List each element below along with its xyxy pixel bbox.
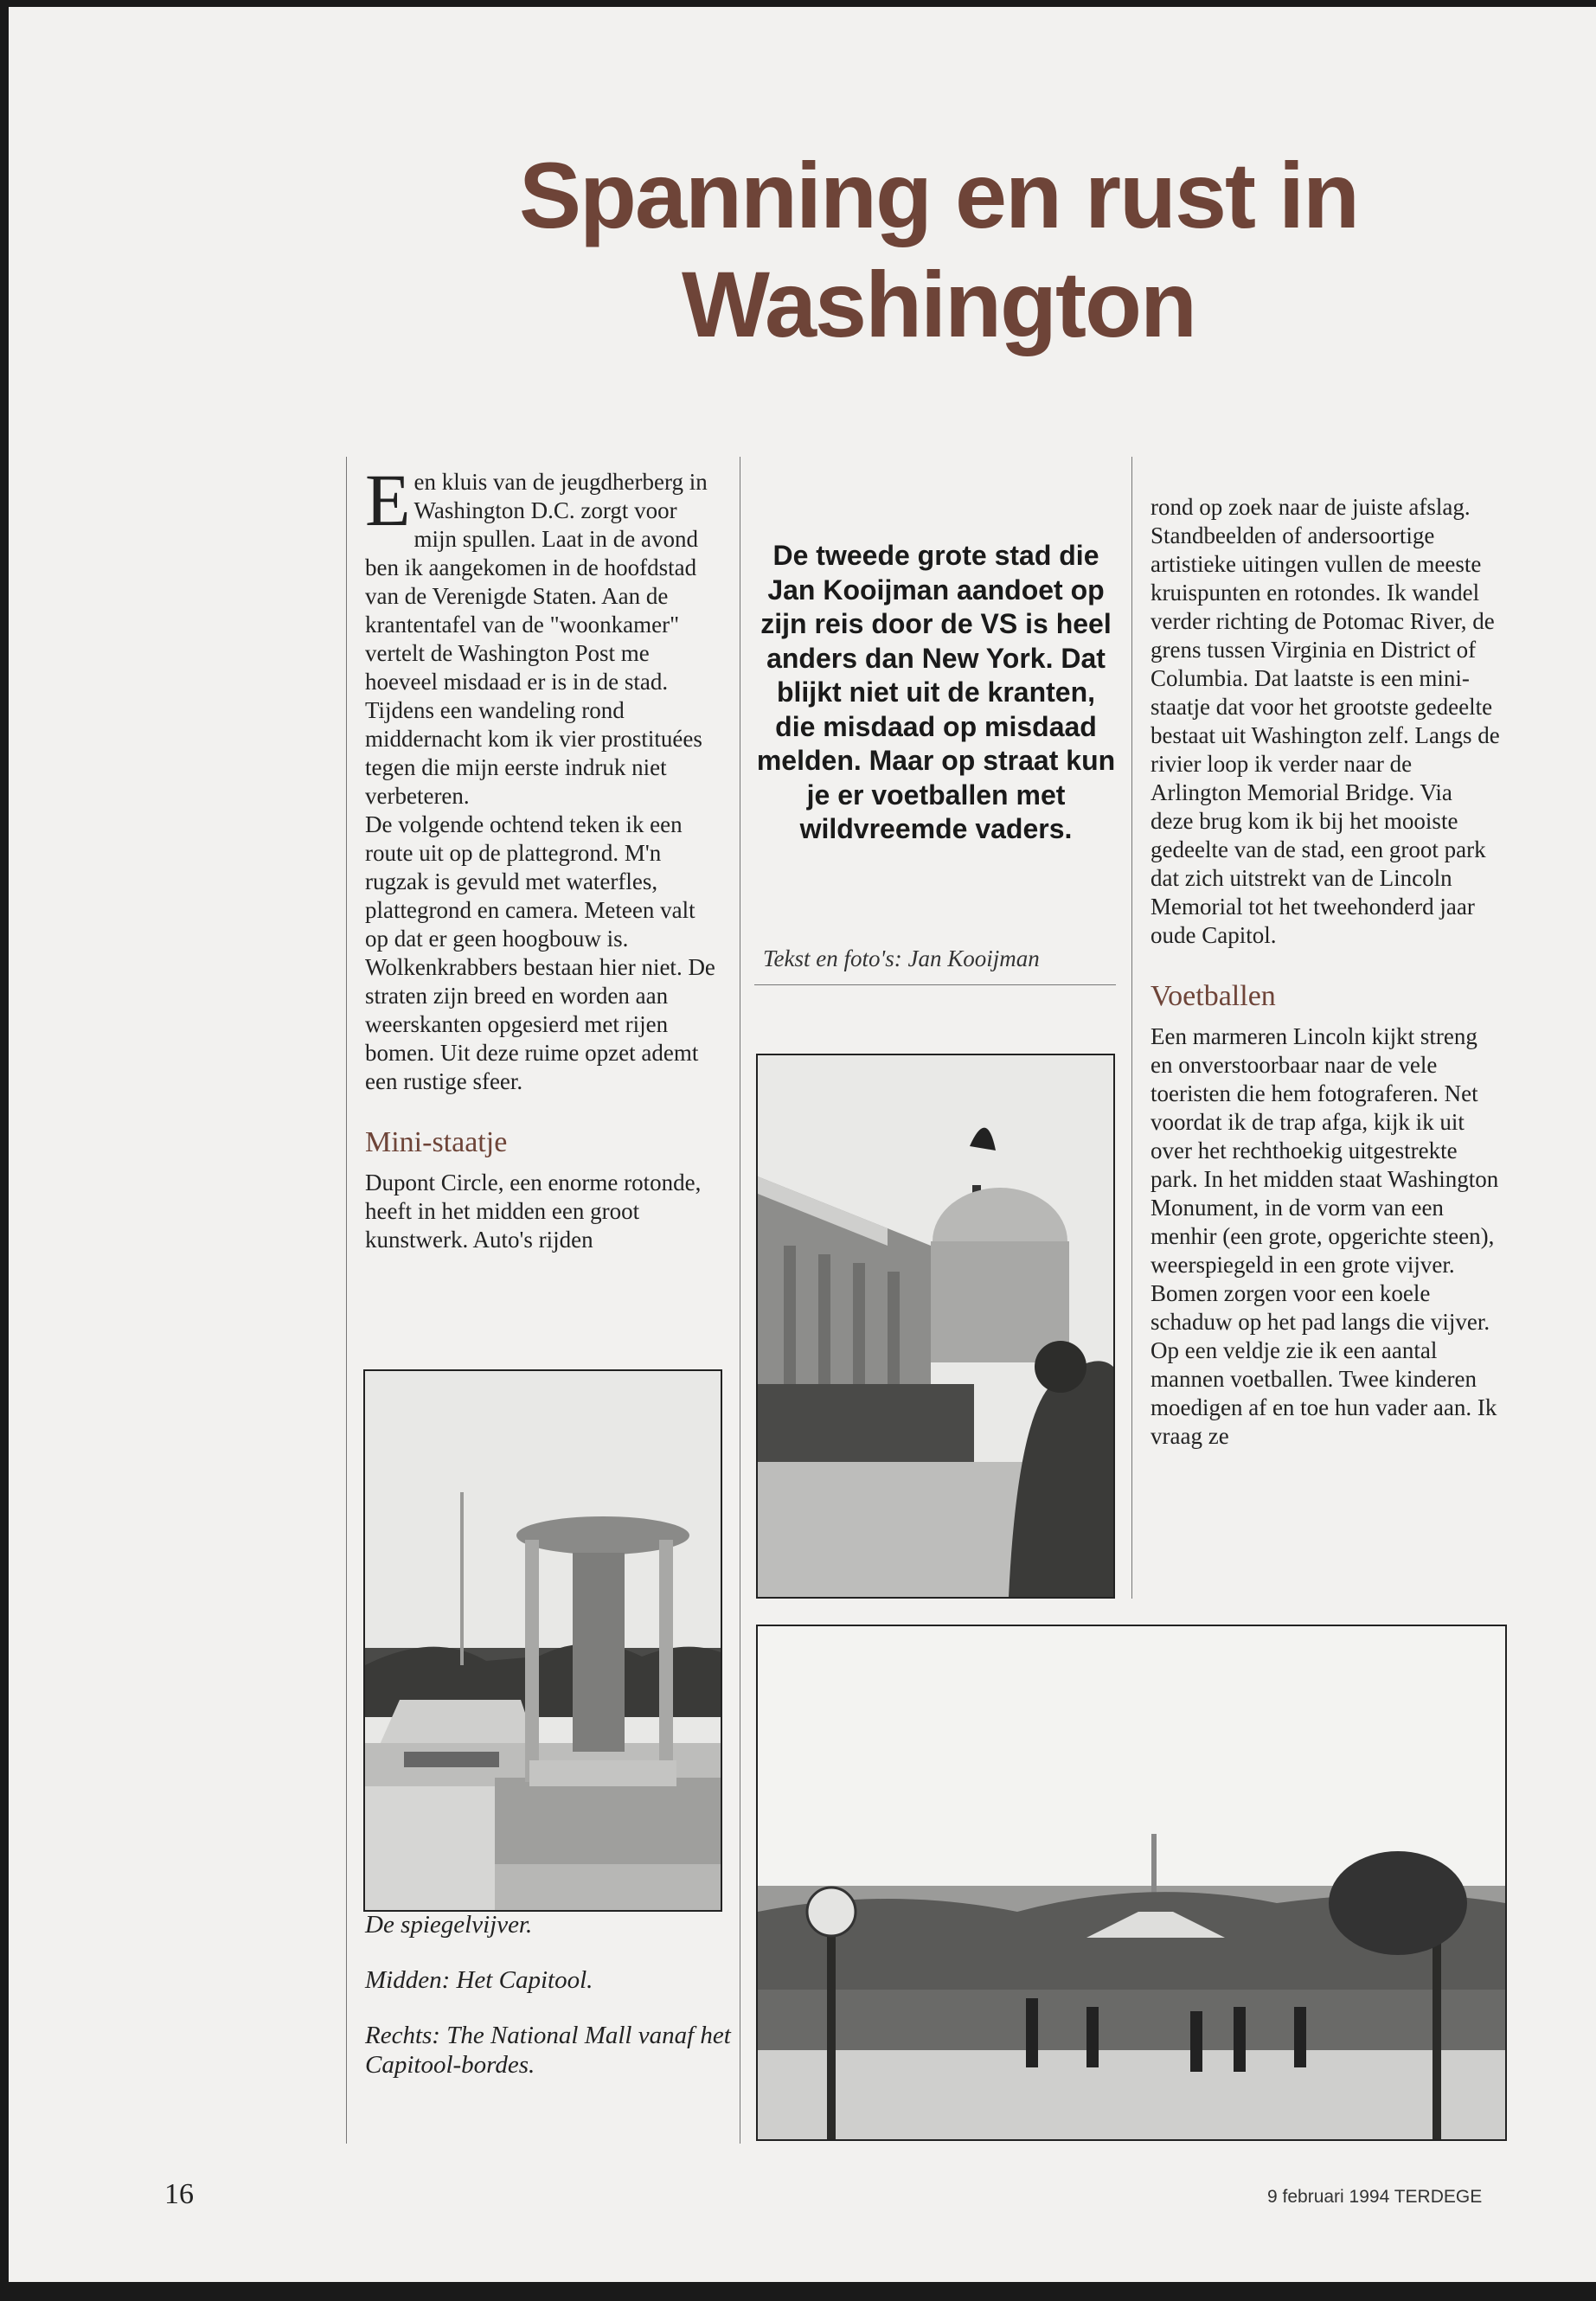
column-divider — [346, 457, 347, 2144]
caption-capitol: Midden: Het Capitool. — [365, 1966, 593, 1994]
column-right — [1151, 493, 1501, 1451]
paragraph: Bomen zorgen voor een koele schaduw op het pad langs die vijver. Op een veldje zie ik een aantal mannen voetballen. Twee kinderen moedigen af en toe hun vader aan. Ik vraag ze — [1151, 1280, 1497, 1449]
photo-reflecting-pool — [363, 1369, 722, 1912]
photo-credit: Tekst en foto's: Jan Kooijman — [763, 945, 1040, 971]
caption-reflecting-pool: De spiegelvijver. — [365, 1911, 533, 1939]
column-divider — [1131, 457, 1132, 1599]
paragraph: Een marmeren Lincoln kijkt streng en onverstoorbaar naar de vele toeristen die hem fotograferen. Net voordat ik de trap afga, kijk ik uit over het rechthoekig uitgestrekte park. In het midden staat Washington Monument, in de vorm van een menhir (een grote, opgerichte steen), weerspiegeld in een grote vijver. — [1151, 1023, 1499, 1278]
photo-capitol — [756, 1054, 1115, 1599]
paragraph: Dupont Circle, een enorme rotonde, heeft in het midden een groot kunstwerk. Auto's rijden — [365, 1170, 702, 1253]
caption-national-mall: Rechts: The National Mall vanaf het Capitool-bordes. — [365, 2022, 731, 2079]
paragraph: rond op zoek naar de juiste afslag. Standbeelden of andersoortige artistieke uitingen vullen de meeste kruispunten en rotondes. Ik wandel verder richting de Potomac River, de grens tussen Virginia en District of Columbia. Dat laatste is een mini-staatje dat voor het grootste gedeelte bestaat uit Washington zelf. Langs de rivier loop ik verder naar de Arlington Memorial Bridge. Via deze brug kom ik bij het mooiste gedeelte van de stad, een groot park dat zich uitstrekt van de Lincoln Memorial tot het tweehonderd jaar oude Capitol. — [1151, 494, 1500, 948]
article-title — [346, 141, 1531, 359]
page-number: 16 — [164, 2178, 194, 2210]
subheading-voetballen: Voetballen — [1151, 980, 1276, 1012]
issue-footer: 9 februari 1994 TERDEGE — [1267, 2187, 1483, 2207]
title-line-1: Spanning en rust in — [518, 143, 1359, 247]
column-left — [365, 458, 715, 1254]
article-intro: De tweede grote stad die Jan Kooijman aandoet op zijn reis door de VS is heel anders dan New York. Dat blijkt niet uit de kranten, die misdaad op misdaad melden. Maar op straat kun je er voetballen met wildvreemde vaders. — [756, 540, 1116, 844]
title-line-2: Washington — [682, 252, 1195, 356]
subheading-mini-staatje: Mini-staatje — [365, 1126, 508, 1158]
divider — [754, 984, 1116, 985]
paragraph: Een kluis van de jeugdherberg in Washington D.C. zorgt voor mijn spullen. Laat in de avond ben ik aangekomen in de hoofdstad van de Verenigde Staten. Aan de krantentafel van de "woonkamer" vertelt de Washington Post me hoeveel misdaad er is in de stad. Tijdens een wandeling rond middernacht kom ik vier prostituées tegen die mijn eerste indruk niet verbeteren. — [365, 458, 708, 809]
drop-cap: E — [365, 458, 411, 542]
photo-captions — [365, 1910, 737, 2106]
paragraph: De volgende ochtend teken ik een route uit op de plattegrond. M'n rugzak is gevuld met waterfles, plattegrond en camera. Meteen valt op dat er geen hoogbouw is. Wolkenkrabbers bestaan hier niet. De straten zijn breed en worden aan weerskanten opgesierd met rijen bomen. Uit deze ruime opzet ademt een rustige sfeer. — [365, 811, 715, 1094]
photo-national-mall — [756, 1625, 1507, 2141]
